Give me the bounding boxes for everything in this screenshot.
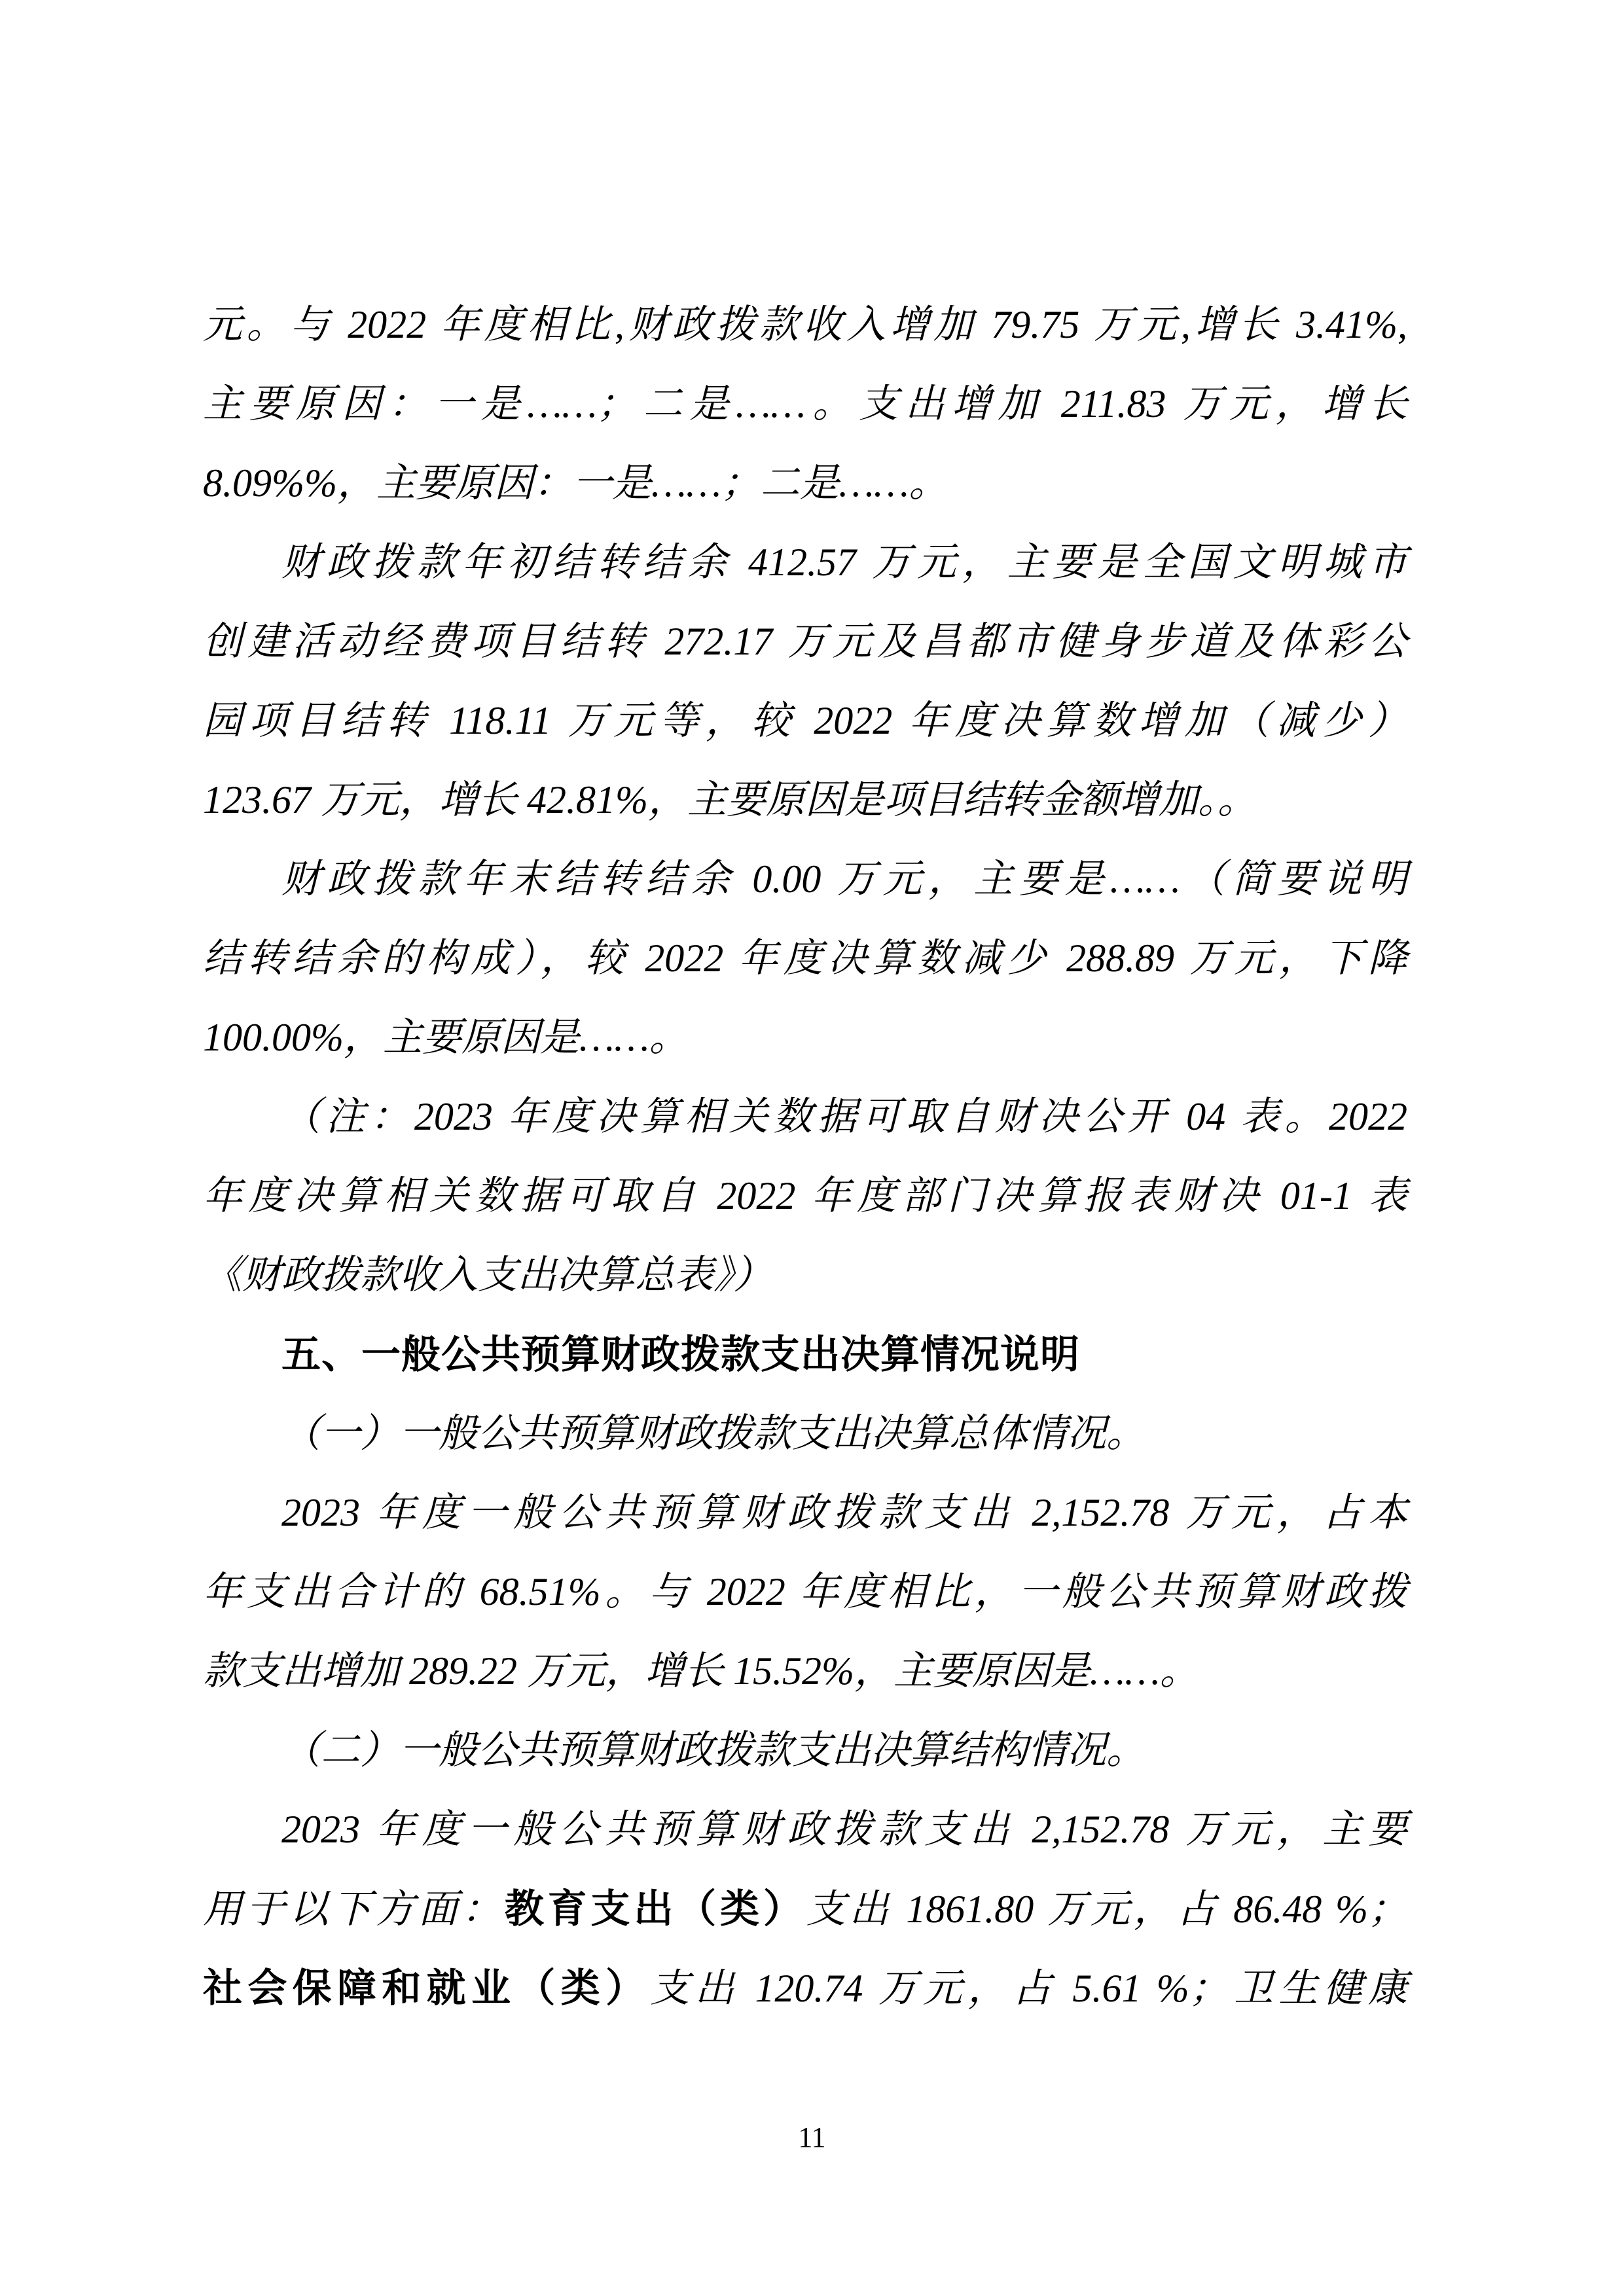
text-line	[203, 1077, 1407, 1157]
text-line	[203, 919, 1407, 998]
text-line	[203, 1552, 1407, 1632]
text-run: 支出 120.74 万元，占 5.61 %；卫生健康	[650, 1967, 1407, 2010]
text-line	[203, 681, 1407, 761]
text-run: （二）一般公共预算财政拨款支出决算结构情况。	[281, 1729, 1146, 1772]
text-run: 年支出合计的 68.51%。与 2022 年度相比，一般公共预算财政拨	[203, 1570, 1407, 1613]
bold-term: 教育支出（类）	[504, 1887, 806, 1931]
text-line	[203, 444, 1407, 523]
text-run: 《财政拨款收入支出决算总表》）	[203, 1253, 772, 1297]
text-run: 财政拨款年初结转结余 412.57 万元，主要是全国文明城市	[281, 541, 1407, 584]
text-run: （注：2023 年度决算相关数据可取自财决公开 04 表。2022	[281, 1095, 1407, 1138]
section-heading	[203, 1315, 1407, 1394]
text-line	[203, 523, 1407, 602]
text-line	[203, 1157, 1407, 1236]
page-number: 11	[798, 2121, 826, 2153]
document-body	[203, 285, 1407, 2028]
text-line	[203, 1473, 1407, 1552]
text-run: 2023 年度一般公共预算财政拨款支出 2,152.78 万元，主要	[281, 1808, 1407, 1851]
text-line	[203, 365, 1407, 444]
text-run: 用于以下方面：	[203, 1888, 505, 1931]
text-run: 年度决算相关数据可取自 2022 年度部门决算报表财决 01-1 表	[203, 1174, 1407, 1217]
text-run: 结转结余的构成），较 2022 年度决算数减少 288.89 万元，下降	[203, 937, 1407, 980]
text-run: 支出 1861.80 万元，占 86.48 %；	[806, 1888, 1408, 1931]
text-line	[203, 1790, 1407, 1869]
text-run: 款支出增加 289.22 万元，增长 15.52%，主要原因是……。	[203, 1649, 1199, 1693]
text-line	[203, 602, 1407, 681]
text-run: 园项目结转 118.11 万元等，较 2022 年度决算数增加（减少）	[203, 699, 1407, 742]
text-run: 123.67 万元，增长 42.81%，主要原因是项目结转金额增加。。	[203, 778, 1257, 821]
text-run: （一）一般公共预算财政拨款支出决算总体情况。	[281, 1412, 1146, 1455]
text-line	[203, 1869, 1407, 1948]
text-line	[203, 1394, 1407, 1473]
text-line	[203, 840, 1407, 919]
text-run: 元。与 2022 年度相比,财政拨款收入增加 79.75 万元,增长 3.41%,	[203, 303, 1407, 346]
bold-term: 五、一般公共预算财政拨款支出决算情况说明	[281, 1333, 1080, 1376]
text-line	[203, 1711, 1407, 1790]
text-line	[203, 285, 1407, 365]
text-run: 2023 年度一般公共预算财政拨款支出 2,152.78 万元，占本	[281, 1491, 1407, 1534]
text-run: 财政拨款年末结转结余 0.00 万元，主要是……（简要说明	[281, 857, 1407, 901]
text-run: 主要原因：一是……；二是……。支出增加 211.83 万元，增长	[203, 382, 1407, 425]
text-run: 100.00%，主要原因是……。	[203, 1016, 689, 1059]
bold-term: 社会保障和就业（类）	[203, 1966, 651, 2010]
text-line	[203, 1948, 1407, 2028]
text-run: 创建活动经费项目结转 272.17 万元及昌都市健身步道及体彩公	[203, 620, 1407, 663]
text-run: 8.09%%，主要原因：一是……；二是……。	[203, 461, 948, 505]
text-line	[203, 1236, 1407, 1315]
text-line	[203, 998, 1407, 1077]
text-line	[203, 761, 1407, 840]
text-line	[203, 1632, 1407, 1711]
